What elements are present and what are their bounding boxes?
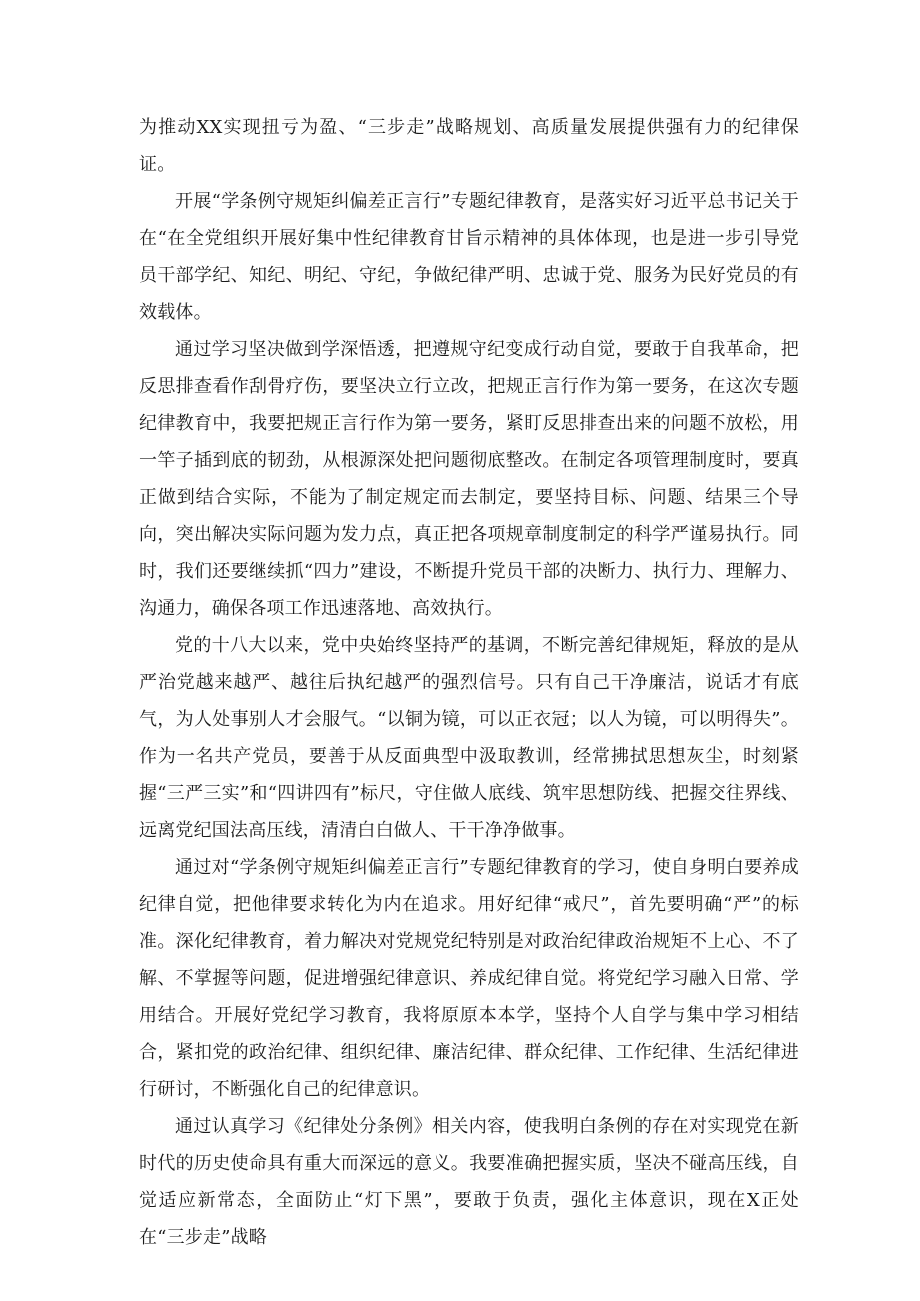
document-body xyxy=(139,109,799,1256)
paragraph-1: 为推动XX实现扭亏为盈、“三步走”战略规划、高质量发展提供强有力的纪律保证。 xyxy=(139,117,799,175)
paragraph-3: 通过学习坚决做到学深悟透，把遵规守纪变成行动自觉，要敢于自我革命，把反思排查看作刮骨疗伤，要坚决立行立改，把规正言行作为第一要务，在这次专题纪律教育中，我要把规正言行作为第一要务，紧盯反思排查出来的问题不放松，用一竿子插到底的韧劲，从根源深处把问题彻底整改。在制定各项管理制度时，要真正做到结合实际，不能为了制定规定而去制定，要坚持目标、问题、结果三个导向，突出解决实际问题为发力点，真正把各项规章制度制定的科学严谨易执行。同时，我们还要继续抓“四力”建设，不断提升党员干部的决断力、执行力、理解力、沟通力，确保各项工作迅速落地、高效执行。 xyxy=(139,339,799,619)
paragraph-6: 通过认真学习《纪律处分条例》相关内容，使我明白条例的存在对实现党在新时代的历史使命具有重大而深远的意义。我要准确把握实质，坚决不碰高压线，自觉适应新常态，全面防止“灯下黑”，要敢于负责，强化主体意识，现在X正处在“三步走”战略 xyxy=(139,1116,799,1248)
paragraph-2: 开展“学条例守规矩纠偏差正言行”专题纪律教育，是落实好习近平总书记关于在“在全党组织开展好集中性纪律教育甘旨示精神的具体体现，也是进一步引导党员干部学纪、知纪、明纪、守纪，争做纪律严明、忠诚于党、服务为民好党员的有效载体。 xyxy=(139,191,799,323)
paragraph-4: 党的十八大以来，党中央始终坚持严的基调，不断完善纪律规矩，释放的是从严治党越来越严、越往后执纪越严的强烈信号。只有自己干净廉洁，说话才有底气，为人处事别人才会服气。“以铜为镜，可以正衣冠；以人为镜，可以明得失”。作为一名共产党员，要善于从反面典型中汲取教训，经常拂拭思想灰尘，时刻紧握“三严三实”和“四讲四有”标尺，守住做人底线、筑牢思想防线、把握交往界线、远离党纪国法高压线，清清白白做人、干干净净做事。 xyxy=(139,635,799,841)
paragraph-5: 通过对“学条例守规矩纠偏差正言行”专题纪律教育的学习，使自身明白要养成纪律自觉，把他律要求转化为内在追求。用好纪律“戒尺”，首先要明确“严”的标准。深化纪律教育，着力解决对党规党纪特别是对政治纪律政治规矩不上心、不了解、不掌握等问题，促进增强纪律意识、养成纪律自觉。将党纪学习融入日常、学用结合。开展好党纪学习教育，我将原原本本学，坚持个人自学与集中学习相结合，紧扣党的政治纪律、组织纪律、廉洁纪律、群众纪律、工作纪律、生活纪律进行研讨，不断强化自己的纪律意识。 xyxy=(139,857,799,1100)
